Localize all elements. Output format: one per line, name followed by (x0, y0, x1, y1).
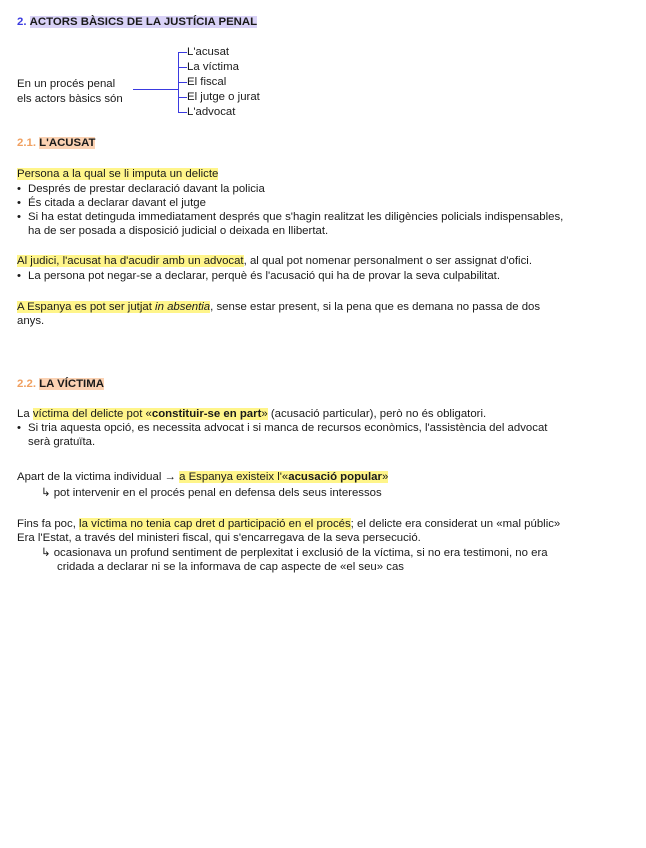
paragraph (17, 254, 532, 268)
bold-term: acusació popular (288, 471, 382, 483)
diagram-tick (178, 67, 187, 68)
section-number: 2.1. (17, 137, 36, 149)
section-number: 2.2. (17, 378, 36, 390)
highlight-text (33, 408, 268, 420)
paragraph (17, 407, 486, 421)
bold-term: constituir-se en part (151, 408, 262, 420)
sub-point (41, 486, 382, 500)
bullet-dot: • (17, 183, 21, 195)
diagram-tick (178, 112, 187, 113)
section-title: L'ACUSAT (39, 137, 96, 149)
paragraph (17, 167, 218, 181)
bullet-text: serà gratuïta. (28, 436, 96, 448)
sub-point-text: ocasionava un profund sentiment de perplexitat i exclusió de la víctima, si no era testimoni, no era (53, 547, 548, 559)
diagram-tick (178, 52, 187, 53)
italic-term: in absentia (155, 301, 211, 313)
paragraph-text: anys. (17, 315, 45, 327)
highlight-text (17, 301, 210, 313)
diagram-left-line-1: En un procés penal (17, 78, 116, 90)
sub-point-text: cridada a declarar ni se la informava de cap aspecte de «el seu» cas (57, 561, 404, 573)
paragraph-text: Apart de la victima individual → (17, 471, 180, 483)
section-title: LA VÍCTIMA (39, 378, 104, 390)
paragraph (17, 517, 560, 531)
diagram-item: El fiscal (187, 76, 227, 88)
highlight-part: » (261, 408, 268, 420)
highlight-part: víctima del delicte pot « (32, 408, 152, 420)
paragraph-text: Fins fa poc, (17, 518, 80, 530)
bullet-text: És citada a declarar davant el jutge (28, 197, 206, 209)
diagram-tick (178, 97, 187, 98)
highlight-text (179, 471, 388, 483)
highlight-text: la víctima no tenia cap dret d participació en el procés (79, 518, 351, 530)
section-2-heading (17, 15, 257, 29)
section-2-2-heading (17, 377, 104, 391)
section-number: 2. (17, 16, 27, 28)
bullet-text: Després de prestar declaració davant la policia (28, 183, 265, 195)
bullet-text: Si ha estat detinguda immediatament després que s'hagin realitzat les diligències policials indispensables, (28, 211, 564, 223)
return-arrow-icon: ↳ (41, 547, 51, 559)
sub-point-text: pot intervenir en el procés penal en defensa dels seus interessos (53, 487, 382, 499)
bullet-text: ha de ser posada a disposició judicial o deixada en llibertat. (28, 225, 329, 237)
highlight-text: Persona a la qual se li imputa un delicte (17, 168, 219, 180)
diagram-item: El jutge o jurat (187, 91, 260, 103)
highlight-part: a Espanya existeix l'« (179, 471, 289, 483)
section-2-1-heading (17, 136, 95, 150)
diagram-tick (178, 82, 187, 83)
paragraph-text: Era l'Estat, a través del ministeri fiscal, qui s'encarregava de la seva persecució. (17, 532, 421, 544)
diagram-left-line-2: els actors bàsics són (17, 93, 123, 105)
paragraph-text: , al qual pot nomenar personalment o ser assignat d'ofici. (243, 255, 532, 267)
bullet-text: Si tria aquesta opció, es necessita advocat i si manca de recursos econòmics, l'assistència del advocat (28, 422, 548, 434)
bullet-dot: • (17, 270, 21, 282)
paragraph-text: ; el delicte era considerat un «mal públic» (350, 518, 561, 530)
highlight-text: Al judici, l'acusat ha d'acudir amb un advocat (17, 255, 244, 267)
bullet-dot: • (17, 197, 21, 209)
bullet-dot: • (17, 211, 21, 223)
diagram-item: L'advocat (187, 106, 236, 118)
paragraph (17, 300, 540, 314)
bullet-text: La persona pot negar-se a declarar, perquè és l'acusació qui ha de provar la seva culpabilitat. (28, 270, 501, 282)
paragraph-text: La (17, 408, 33, 420)
paragraph (17, 470, 388, 484)
highlight-part: » (381, 471, 389, 483)
diagram-item: L'acusat (187, 46, 230, 58)
paragraph-text: , sense estar present, si la pena que es demana no passa de dos (210, 301, 541, 313)
diagram-connector (133, 89, 178, 90)
highlight-part: A Espanya es pot ser jutjat (17, 301, 156, 313)
paragraph-text: (acusació particular), però no és obligatori. (267, 408, 487, 420)
bullet-dot: • (17, 422, 21, 434)
return-arrow-icon: ↳ (41, 487, 51, 499)
sub-point (41, 546, 548, 560)
section-title: ACTORS BÀSICS DE LA JUSTÍCIA PENAL (29, 16, 258, 28)
diagram-item: La víctima (187, 61, 239, 73)
